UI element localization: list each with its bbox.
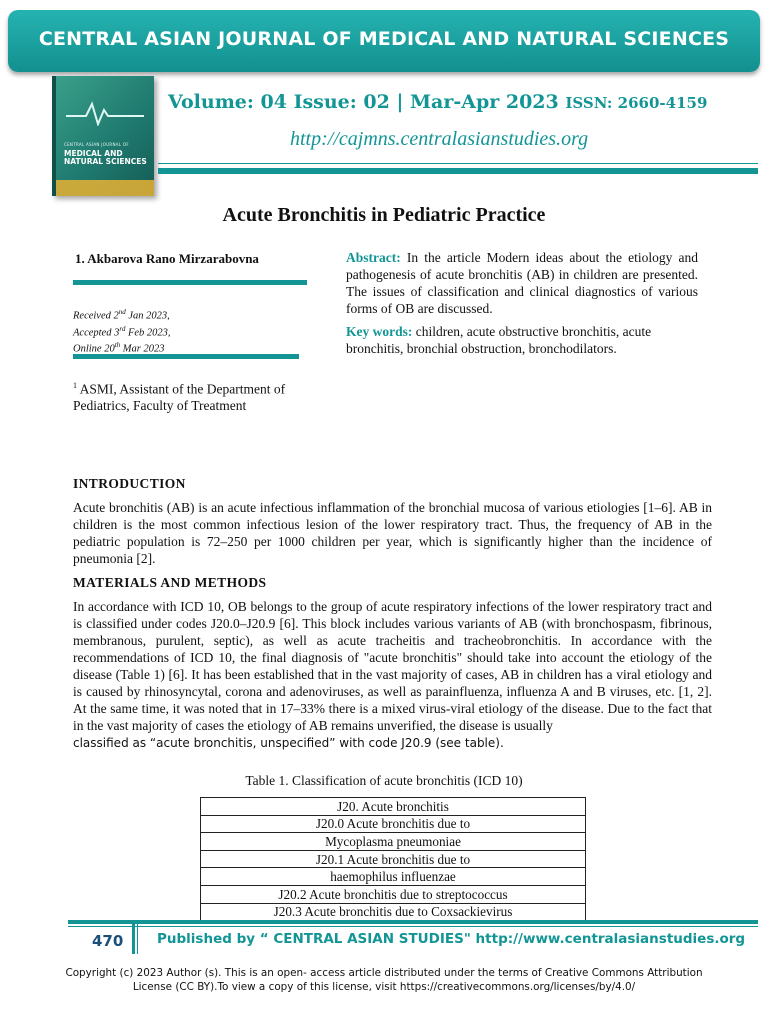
table-cell: J20.0 Acute bronchitis due to (201, 815, 586, 833)
footer-vertical-divider (132, 924, 135, 954)
footer-vertical-divider-thin (137, 924, 138, 954)
article-dates (73, 306, 171, 356)
table-row (201, 833, 586, 851)
table-row (201, 850, 586, 868)
header-divider (158, 168, 758, 174)
journal-url-link[interactable]: http://cajmns.centralasianstudies.org (290, 128, 589, 150)
abstract (346, 249, 698, 317)
abstract-label: Abstract: (346, 250, 401, 265)
table-row (201, 815, 586, 833)
dates-divider (73, 354, 299, 359)
journal-title: CENTRAL ASIAN JOURNAL OF MEDICAL AND NATURAL SCIENCES (38, 28, 730, 50)
table-caption: Table 1. Classification of acute bronchitis (ICD 10) (245, 773, 523, 788)
methods-paragraph: In accordance with ICD 10, OB belongs to the group of acute respiratory infections of the lower respiratory tract and is classified under codes J20.0–J20.9 [6]. This block includes various variants of AB (with bronchospasm, fibrinous, membranous, purulent, septic), as well as acute tracheitis and tracheobronchitis. In accordance with the recommendations of ICD 10, the final diagnosis of "acute bronchitis" should take into account the etiology of the disease (Table 1) [6]. It has been established that in the vast majority of cases, AB in children has a viral etiology and is caused by rhinosyncytal, corona and adenoviruses, as well as parainfluenza, influenza A and B viruses, etc. [1, 2]. At the same time, it was noted that in 17–33% there is a mixed virus-viral etiology of the disease. Due to the fact that in the vast majority of cases the etiology of AB remains unverified, the disease is usually classified as “acute bronchitis, unspecified” with code J20.9 (see table). (73, 599, 712, 750)
received-date: Received 2nd Jan 2023, (73, 308, 170, 322)
table-cell: J20.3 Acute bronchitis due to Coxsackievirus (201, 903, 586, 921)
copyright-notice: Copyright (c) 2023 Author (s). This is an open- access article distributed under the terms of Creative Commons Attribution License (CC BY).To view a copy of this license, visit https://creativecommons.org/licenses/by/4.0/ (65, 967, 703, 993)
author-name: 1. Akbarova Rano Mirzarabovna (75, 251, 259, 266)
table-row (201, 885, 586, 903)
table-cell: Mycoplasma pneumoniae (201, 833, 586, 851)
journal-cover-image (52, 76, 154, 196)
paper-title: Acute Bronchitis in Pediatric Practice (222, 204, 546, 226)
table-row (201, 903, 586, 921)
footer-divider (68, 920, 758, 924)
table-cell: J20.1 Acute bronchitis due to (201, 850, 586, 868)
cover-title: MEDICAL AND NATURAL SCIENCES (64, 149, 147, 166)
table-row (201, 798, 586, 816)
introduction-heading: INTRODUCTION (73, 476, 186, 491)
online-date: Online 20th Mar 2023 (73, 341, 165, 355)
author-divider (73, 280, 307, 285)
methods-heading: MATERIALS AND METHODS (73, 575, 267, 590)
cover-strip (56, 180, 154, 196)
issn: ISSN: 2660-4159 (565, 94, 708, 112)
cover-subtitle: CENTRAL ASIAN JOURNAL OF (64, 142, 129, 147)
volume-line (168, 91, 707, 113)
journal-banner (8, 10, 760, 72)
keywords-label: Key words: (346, 324, 413, 339)
keywords (346, 323, 698, 357)
accepted-date: Accepted 3rd Feb 2023, (73, 324, 171, 338)
icd-classification-table (200, 797, 586, 921)
author-affiliation: $^1$ ASMI, Assistant of the Department of Pediatrics, Faculty of Treatment (73, 381, 286, 413)
table-cell: haemophilus influenzae (201, 868, 586, 886)
abstract-text: In the article Modern ideas about the etiology and pathogenesis of acute bronchitis (AB) in children are presented. The issues of classification and clinical diagnostics of various forms of OB are discussed. (346, 250, 698, 316)
keywords-text: children, acute obstructive bronchitis, acute bronchitis, bronchial obstruction, bronchodilators. (346, 324, 652, 356)
table-row (201, 868, 586, 886)
table-cell: J20.2 Acute bronchitis due to streptococcus (201, 885, 586, 903)
methods-last-line: classified as “acute bronchitis, unspecified” with code J20.9 (see table). (73, 736, 504, 750)
table-cell: J20. Acute bronchitis (201, 798, 586, 816)
volume-issue: Volume: 04 Issue: 02 | Mar-Apr 2023 (168, 91, 559, 113)
heartbeat-icon (66, 100, 144, 126)
page-number: 470 (92, 932, 124, 950)
publisher-link[interactable]: Published by “ CENTRAL ASIAN STUDIES" http://www.centralasianstudies.org (157, 931, 746, 947)
introduction-paragraph: Acute bronchitis (AB) is an acute infectious inflammation of the bronchial mucosa of various etiologies [1–6]. AB in children is the most common infectious lesion of the lower respiratory tract. Thus, the frequency of AB in the pediatric population is 72–250 per 1000 children per year, which is significantly higher than the incidence of pneumonia [2]. (73, 500, 712, 566)
